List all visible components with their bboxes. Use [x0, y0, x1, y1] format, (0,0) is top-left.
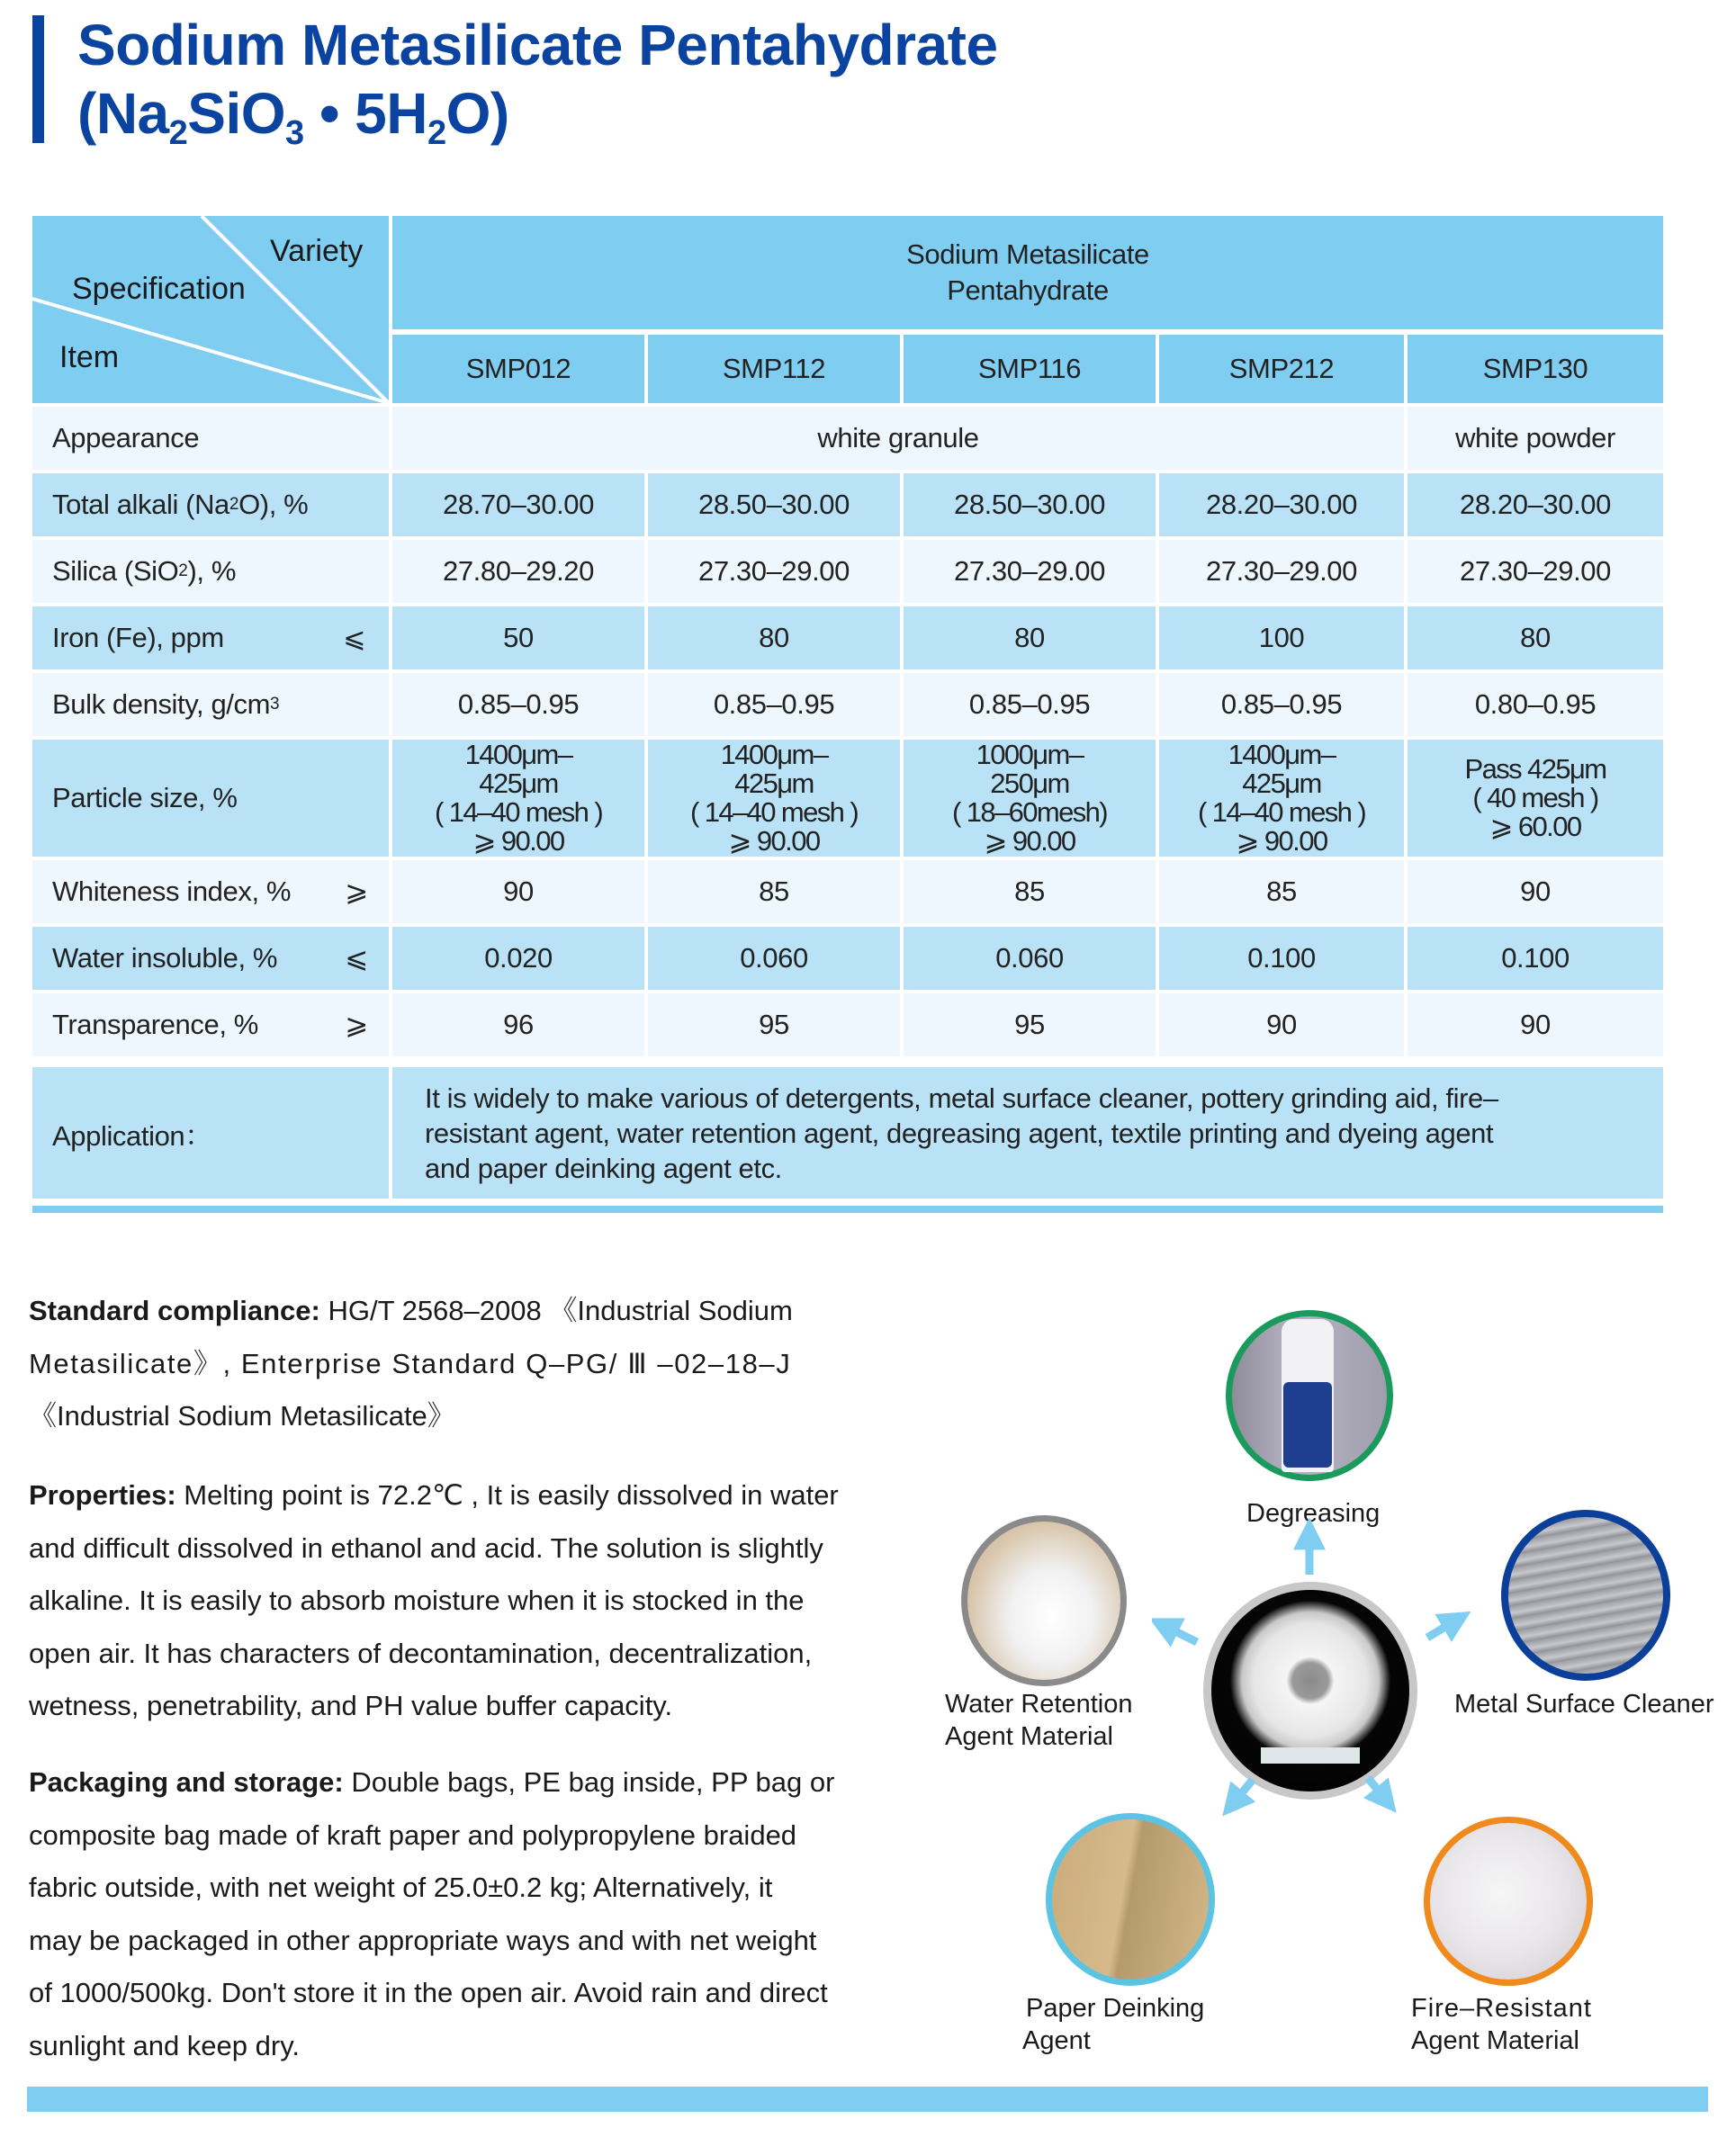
bulk-density-cell: 0.85–0.95 [392, 673, 644, 736]
particle-size-cell: 1000μm– 250μm ( 18–60mesh) ⩾ 90.00 [904, 740, 1156, 857]
title-formula: ($Na_2SiO_3$ • $5H_2O$) [77, 81, 509, 152]
degreasing-label: Degreasing [1246, 1499, 1381, 1528]
transparence-cell: 95 [648, 993, 900, 1056]
standard-compliance-label: Standard compliance: [29, 1295, 320, 1326]
particle-size-cell: 1400μm– 425μm ( 14–40 mesh ) ⩾ 90.00 [1159, 740, 1404, 857]
table-bottom-stripe [32, 1206, 1663, 1213]
limit-symbol-icon: ⩽ [343, 623, 365, 653]
page-bottom-stripe [27, 2087, 1708, 2112]
whiteness-index-cell: 90 [392, 860, 644, 923]
transparence-cell: 90 [1408, 993, 1663, 1056]
silica-cell: 27.30–29.00 [1408, 540, 1663, 603]
bulk-density-cell: 0.85–0.95 [904, 673, 1156, 736]
corner-item-label: Item [59, 340, 120, 374]
standard-compliance-section: Standard compliance: HG/T 2568–2008 《Industrial Sodium Metasilicate》, Enterprise Standard Q–PG/ Ⅲ –02–18–J 《Industrial Sodium Metasilicate》 [29, 1295, 793, 1432]
silica-cell: 27.30–29.00 [1159, 540, 1404, 603]
total-alkali-cell: 28.50–30.00 [904, 473, 1156, 536]
row-label-transparence: Transparence, % [32, 993, 389, 1056]
water-retention-image [961, 1515, 1127, 1686]
water-insoluble-cell: 0.060 [904, 927, 1156, 990]
row-label-whiteness-index: Whiteness index, % [32, 860, 389, 923]
silica-cell: 27.30–29.00 [648, 540, 900, 603]
total-alkali-cell: 28.70–30.00 [392, 473, 644, 536]
limit-symbol-icon: ⩽ [345, 942, 368, 974]
degreasing-image [1226, 1310, 1393, 1481]
paper-deinking-label: Paper Deinking Agent [1022, 1994, 1205, 2055]
whiteness-index-cell: 85 [1159, 860, 1404, 923]
whiteness-index-cell: 85 [904, 860, 1156, 923]
application-text: It is widely to make various of detergents, metal surface cleaner, pottery grinding aid, fire– resistant agent, water retention agent, degreasing agent, textile printing and dyeing agent and paper deinking agent etc. [392, 1067, 1663, 1199]
whiteness-index-cell: 90 [1408, 860, 1663, 923]
arrow-down-left [1235, 1780, 1253, 1801]
arrow-down-right [1368, 1778, 1384, 1798]
water-insoluble-cell: 0.100 [1159, 927, 1404, 990]
corner-variety-label: Variety [270, 234, 364, 268]
iron-cell: 80 [1408, 606, 1663, 669]
particle-size-cell: 1400μm– 425μm ( 14–40 mesh ) ⩾ 90.00 [392, 740, 644, 857]
row-label-total-alkali: Total alkali (Na 2 O), % [32, 473, 389, 536]
metal-cleaner-label: Metal Surface Cleaner [1454, 1690, 1714, 1719]
model-header-smp212: SMP212 [1159, 335, 1404, 403]
bulk-density-cell: 0.85–0.95 [648, 673, 900, 736]
arrow-left [1166, 1627, 1197, 1642]
row-label-appearance: Appearance [32, 407, 389, 470]
whiteness-index-cell: 85 [648, 860, 900, 923]
iron-cell: 80 [648, 606, 900, 669]
appearance-granule-cell: white granule [392, 407, 1404, 470]
variety-header: Sodium Metasilicate Pentahydrate [392, 216, 1663, 329]
row-label-application: Application： [32, 1067, 389, 1199]
packaging-storage-section: Packaging and storage: Double bags, PE bag inside, PP bag or composite bag made of kraft paper and polypropylene braided fabric outside, with net weight of 25.0±0.2 kg; Alternatively, it may be packaged in other appropriate ways and with net weight of 1000/500kg. Don't store it in the open air. Avoid rain and direct sunlight and keep dry. [29, 1766, 835, 2061]
iron-cell: 80 [904, 606, 1156, 669]
particle-size-cell: 1400μm– 425μm ( 14–40 mesh ) ⩾ 90.00 [648, 740, 900, 857]
model-header-smp012: SMP012 [392, 335, 644, 403]
properties-label: Properties: [29, 1479, 176, 1511]
diagram-arrows [1152, 1512, 1512, 1845]
model-header-smp116: SMP116 [904, 335, 1156, 403]
title-line-1: Sodium Metasilicate Pentahydrate [77, 13, 998, 77]
row-label-water-insoluble: Water insoluble, % [32, 927, 389, 990]
corner-header [32, 216, 389, 403]
bottle-label-icon [1283, 1382, 1332, 1468]
total-alkali-cell: 28.20–30.00 [1408, 473, 1663, 536]
silica-cell: 27.80–29.20 [392, 540, 644, 603]
properties-section: Properties: Melting point is 72.2℃ , It is easily dissolved in water and difficult dissolved in ethanol and acid. The solution is slightly alkaline. It is easily to absorb moisture when it is stocked in the open air. It has characters of decontamination, decentralization, wetness, penetrability, and PH value buffer capacity. [29, 1479, 839, 1721]
transparence-cell: 95 [904, 993, 1156, 1056]
model-header-smp112: SMP112 [648, 335, 900, 403]
total-alkali-cell: 28.50–30.00 [648, 473, 900, 536]
total-alkali-cell: 28.20–30.00 [1159, 473, 1404, 536]
iron-cell: 100 [1159, 606, 1404, 669]
packaging-label: Packaging and storage: [29, 1766, 344, 1798]
model-header-smp130: SMP130 [1408, 335, 1663, 403]
limit-symbol-icon: ⩾ [345, 875, 368, 907]
page-title [77, 11, 998, 152]
row-label-silica: Silica (SiO 2 ), % [32, 540, 389, 603]
row-label-particle-size: Particle size, % [32, 740, 389, 857]
corner-specification-label: Specification [72, 272, 246, 306]
metal-cleaner-image [1501, 1510, 1670, 1681]
particle-size-cell: Pass 425μm ( 40 mesh ) ⩾ 60.00 [1408, 740, 1663, 857]
transparence-cell: 96 [392, 993, 644, 1056]
water-insoluble-cell: 0.060 [648, 927, 900, 990]
water-insoluble-cell: 0.100 [1408, 927, 1663, 990]
title-accent-bar [32, 15, 44, 143]
row-label-bulk-density: Bulk density, g/cm 3 [32, 673, 389, 736]
appearance-powder-cell: white powder [1408, 407, 1663, 470]
bulk-density-cell: 0.80–0.95 [1408, 673, 1663, 736]
silica-cell: 27.30–29.00 [904, 540, 1156, 603]
limit-symbol-icon: ⩾ [345, 1009, 368, 1040]
iron-cell: 50 [392, 606, 644, 669]
bulk-density-cell: 0.85–0.95 [1159, 673, 1404, 736]
arrow-right [1427, 1621, 1454, 1638]
water-retention-label: Water Retention Agent Material [945, 1690, 1133, 1751]
transparence-cell: 90 [1159, 993, 1404, 1056]
water-insoluble-cell: 0.020 [392, 927, 644, 990]
row-label-iron: Iron (Fe), ppm ⩽ [32, 606, 389, 669]
fire-resistant-label: Fire–Resistant Agent Material [1411, 1994, 1592, 2055]
